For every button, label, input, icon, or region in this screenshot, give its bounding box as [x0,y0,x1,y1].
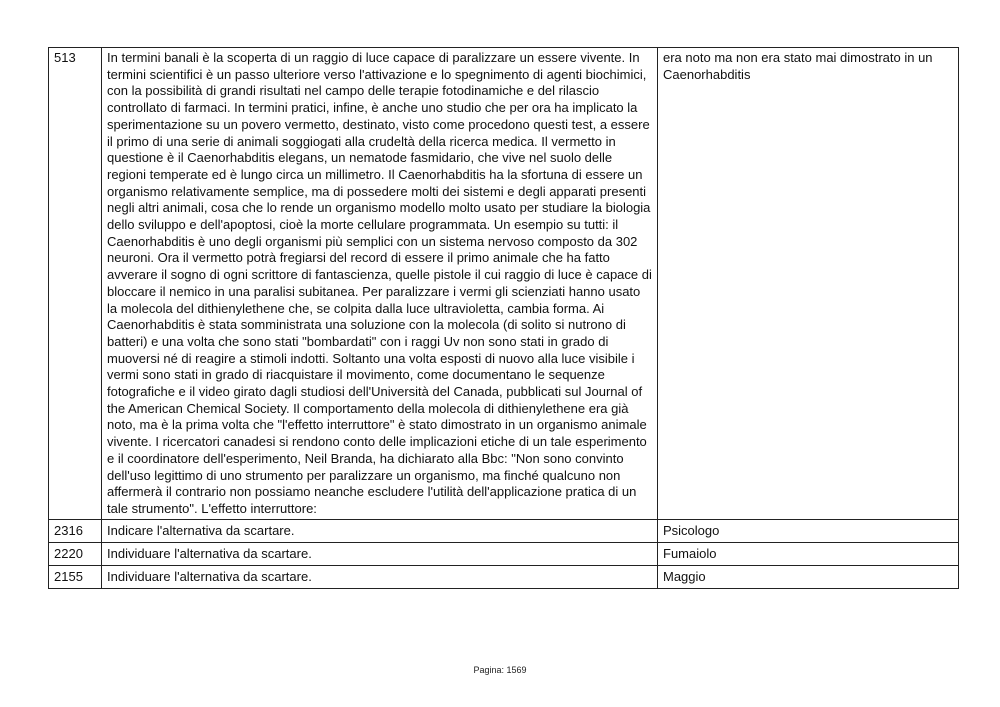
row-question: Individuare l'alternativa da scartare. [102,565,658,588]
row-id: 2155 [49,565,102,588]
table-row [49,48,959,520]
table-row [49,519,959,542]
question-table [48,47,959,589]
row-id: 513 [49,48,102,520]
page-number: Pagina: 1569 [473,665,527,675]
row-id: 2220 [49,542,102,565]
row-id: 2316 [49,519,102,542]
row-question: In termini banali è la scoperta di un raggio di luce capace di paralizzare un essere vivente. In termini scientifici è un passo ulteriore verso l'attivazione e lo spegnimento di agenti biochimici, con la possibilità di grandi risultati nel campo delle terapie fotodinamiche e del rilascio controllato di farmaci. In termini pratici, infine, è anche uno studio che per ora ha implicato la sperimentazione su un povero vermetto, destinato, visto come procedono questi test, a essere il primo di una serie di animali soggiogati alla crudeltà della ricerca medica. Il vermetto in questione è il Caenorhabditis elegans, un nematode fasmidario, che vive nel suolo delle regioni temperate ed è lungo circa un millimetro. Il Caenorhabditis ha la sfortuna di essere un organismo relativamente semplice, ma di possedere molti dei sistemi e degli apparati presenti negli altri animali, cosa che lo rende un organismo modello molto usato per studiare la biologia dello sviluppo e dell'apoptosi, cioè la morte cellulare programmata. Un esempio su tutti: il Caenorhabditis è uno degli organismi più semplici con un sistema nervoso composto da 302 neuroni. Ora il vermetto potrà fregiarsi del record di essere il primo animale che ha fatto avverare il sogno di ogni scrittore di fantascienza, quelle pistole il cui raggio di luce è capace di bloccare il nemico in una paralisi subitanea. Per paralizzare i vermi gli scienziati hanno usato la molecola del dithienylethene che, se colpita dalla luce ultravioletta, cambia forma. Ai Caenorhabditis è stata somministrata una soluzione con la molecola (di solito si nutrono di batteri) e una volta che sono stati "bombardati" con i raggi Uv non sono stati in grado di muoversi né di reagire a stimoli indotti. Soltanto una volta esposti di nuovo alla luce visibile i vermi sono stati in grado di riacquistare il movimento, come documentano le sequenze fotografiche e il video girato dagli studiosi dell'Università del Canada, pubblicati sul Journal of the American Chemical Society. Il comportamento della molecola di dithienylethene era già noto, ma è la prima volta che "l'effetto interruttore" è stato dimostrato in un organismo animale vivente. I ricercatori canadesi si rendono conto delle implicazioni etiche di un tale esperimento e il coordinatore dell'esperimento, Neil Branda, ha dichiarato alla Bbc: "Non sono convinto dell'uso legittimo di uno strumento per paralizzare un organismo, ma finché qualcuno non affermerà il contrario non possiamo neanche escludere l'utilità dell'applicazione pratica di un tale strumento". L'effetto interruttore: [102,48,658,520]
table-row [49,565,959,588]
row-answer: Psicologo [658,519,959,542]
row-answer: Maggio [658,565,959,588]
row-answer: Fumaiolo [658,542,959,565]
row-question: Indicare l'alternativa da scartare. [102,519,658,542]
row-answer: era noto ma non era stato mai dimostrato in un Caenorhabditis [658,48,959,520]
table-row [49,542,959,565]
row-question: Individuare l'alternativa da scartare. [102,542,658,565]
